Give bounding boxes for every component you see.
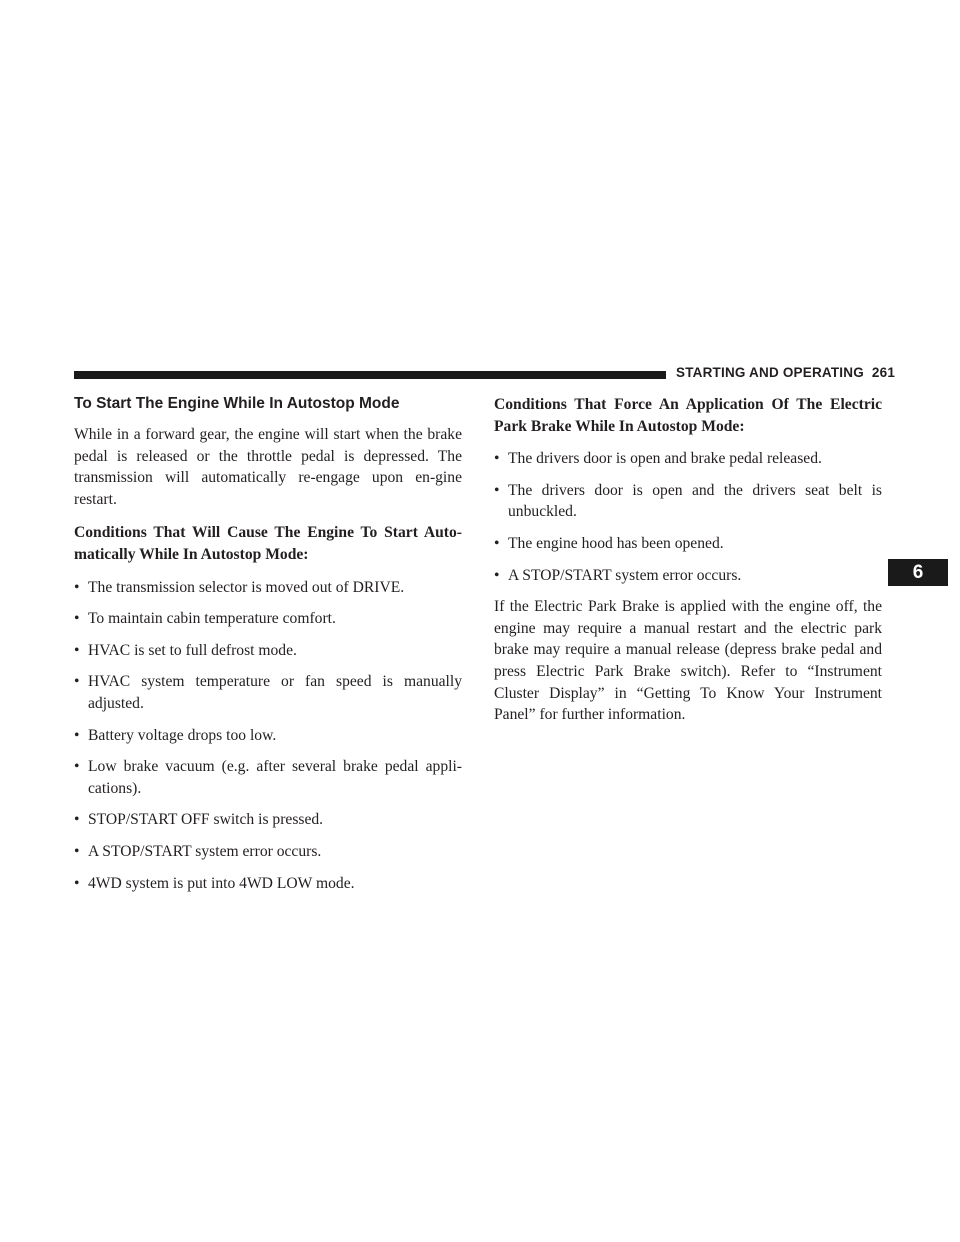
list-item [74, 756, 462, 799]
list-item-text: The transmission selector is moved out of DRIVE. [88, 578, 405, 596]
list-item [494, 480, 882, 523]
list-item-text: STOP/START OFF switch is pressed. [88, 811, 324, 829]
left-column [74, 394, 462, 904]
list-item [74, 873, 462, 895]
list-item-text: To maintain cabin temperature comfort. [88, 610, 336, 628]
list-item-text: The drivers door is open and brake pedal released. [508, 450, 822, 468]
list-item [74, 725, 462, 747]
list-item-text: The engine hood has been opened. [508, 534, 724, 552]
bullet-icon: • [74, 610, 80, 628]
list-item-text: The drivers door is open and the drivers seat belt is unbuckled. [508, 481, 882, 521]
list-item [74, 671, 462, 714]
list-item [494, 565, 882, 587]
bullet-icon: • [74, 811, 80, 829]
list-item-text: Low brake vacuum (e.g. after several brake pedal appli-cations). [88, 758, 462, 797]
list-item-text: Battery voltage drops too low. [88, 726, 277, 744]
conditions-start-heading: Conditions That Will Cause The Engine To Start Auto-matically While In Autostop Mode: [74, 524, 462, 563]
list-item-text: HVAC system temperature or fan speed is manually adjusted. [88, 673, 462, 712]
list-item [74, 640, 462, 662]
list-item [494, 533, 882, 555]
chapter-tab: 6 [888, 559, 948, 586]
park-brake-paragraph: If the Electric Park Brake is applied with the engine off, the engine may require a manual restart and the electric park brake may require a manual release (depress brake pedal and press Electric Park Brake switch). Refer to “Instrument Cluster Display” in “Getting To Know Your Instrument Panel” for further information. [494, 598, 882, 724]
bullet-icon: • [74, 842, 80, 860]
section-name: STARTING AND OPERATING [676, 365, 864, 380]
running-header [676, 365, 895, 380]
right-column [494, 394, 882, 738]
list-item-text: A STOP/START system error occurs. [88, 842, 322, 860]
bullet-icon: • [74, 641, 80, 659]
bullet-icon: • [494, 534, 500, 552]
list-item [74, 809, 462, 831]
bullet-icon: • [494, 566, 500, 584]
bullet-icon: • [74, 758, 80, 776]
bullet-icon: • [494, 450, 500, 468]
conditions-park-brake-heading: Conditions That Force An Application Of The Electric Park Brake While In Autostop Mode: [494, 396, 882, 435]
intro-paragraph: While in a forward gear, the engine will start when the brake pedal is released or the throttle pedal is depressed. The transmission will automatically re-engage upon en-gine restart. [74, 426, 462, 508]
bullet-icon: • [74, 578, 80, 596]
bullet-icon: • [74, 726, 80, 744]
list-item-text: HVAC is set to full defrost mode. [88, 641, 297, 659]
page-number: 261 [871, 365, 896, 380]
list-item [74, 577, 462, 599]
bullet-icon: • [494, 481, 500, 499]
section-title: To Start The Engine While In Autostop Mode [74, 395, 400, 412]
list-item [74, 841, 462, 863]
list-item [494, 448, 882, 470]
list-item-text: A STOP/START system error occurs. [508, 566, 742, 584]
conditions-park-brake-list [494, 448, 882, 586]
bullet-icon: • [74, 673, 80, 691]
conditions-start-list [74, 577, 462, 895]
header-rule [74, 371, 666, 379]
list-item-text: 4WD system is put into 4WD LOW mode. [88, 874, 355, 892]
bullet-icon: • [74, 874, 80, 892]
list-item [74, 608, 462, 630]
